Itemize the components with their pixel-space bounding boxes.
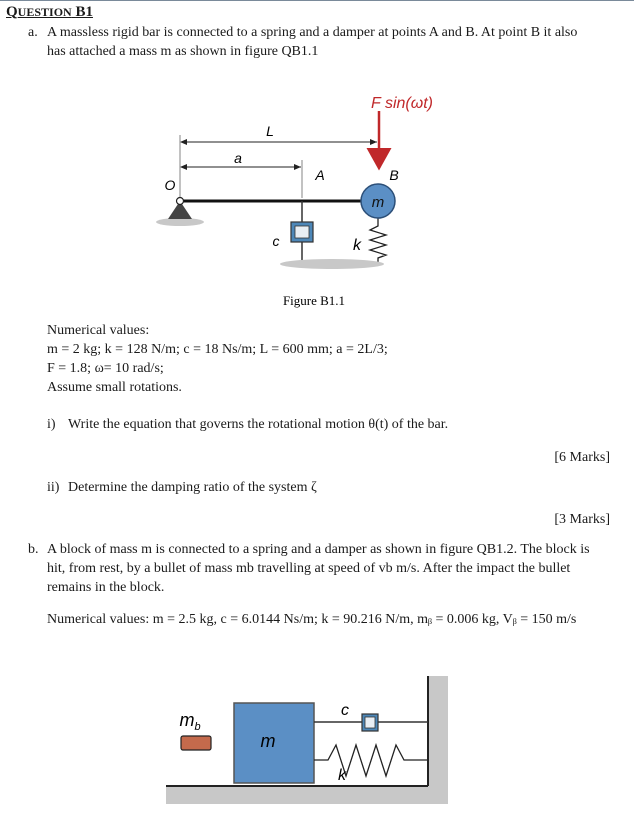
spring (370, 216, 386, 262)
bullet-label: $m_b$ (179, 710, 201, 733)
question-title: QUESTION B1 (6, 4, 93, 20)
ground-right (280, 259, 384, 269)
figure-caption: Figure B1.1 (282, 293, 346, 308)
question-ii-marks: [3 Marks] (554, 512, 610, 527)
part-b-values: Numerical values: m = 2.5 kg, c = 6.0144 Ns/m; k = 90.216 N/m, mᵦ = 0.006 kg, Vᵦ = 150 m/s (47, 612, 577, 627)
dim-L-label: L (266, 123, 274, 139)
ground-left (156, 218, 204, 226)
label-O: O (164, 177, 176, 193)
question-ii-text: Determine the damping ratio of the system ζ (68, 480, 317, 495)
question-ii-label: ii) (47, 480, 60, 495)
numerical-heading: Numerical values: (47, 323, 150, 338)
top-rule (0, 0, 634, 1)
wall (428, 676, 448, 804)
part-b-line3: remains in the block. (47, 580, 165, 595)
floor (166, 786, 448, 804)
part-b-line1: A block of mass m is connected to a spring and a damper as shown in figure QB1.2. The block is (47, 542, 590, 557)
dim-a-label: a (234, 150, 242, 166)
question-i-marks: [6 Marks] (554, 450, 610, 465)
block-m-label: m (260, 731, 276, 751)
figure-b1-1 (0, 80, 634, 310)
question-i-label: i) (47, 417, 56, 432)
figure-b1-2 (0, 668, 634, 810)
values-line2: F = 1.8; ω= 10 rad/s; (47, 361, 164, 376)
force-label: F sin(ωt) (371, 95, 433, 112)
part-a-label: a. (28, 25, 38, 40)
part-a-line1: A massless rigid bar is connected to a spring and a damper at points A and B. At point B it also (47, 25, 578, 40)
label-k-b: k (338, 767, 346, 784)
values-line1: m = 2 kg; k = 128 N/m; c = 18 Ns/m; L = 600 mm; a = 2L/3; (47, 342, 388, 357)
label-c-b: c (341, 702, 349, 719)
label-k: k (353, 237, 361, 254)
damper-inner (295, 226, 309, 238)
part-b-label: b. (28, 542, 39, 557)
part-a-line2: has attached a mass m as shown in figure QB1.1 (47, 44, 319, 59)
damper-b-inner (365, 717, 375, 728)
bullet (181, 736, 211, 750)
spring-b (314, 745, 428, 776)
label-B: B (389, 167, 399, 183)
label-A: A (315, 167, 325, 183)
mass-m-label: m (371, 194, 385, 211)
part-b-line2: hit, from rest, by a bullet of mass mb travelling at speed of vb m/s. After the impact the bullet (47, 561, 571, 576)
label-c: c (272, 233, 280, 249)
pin (177, 198, 184, 205)
question-i-text: Write the equation that governs the rotational motion θ(t) of the bar. (68, 417, 449, 432)
assumption: Assume small rotations. (47, 380, 182, 395)
